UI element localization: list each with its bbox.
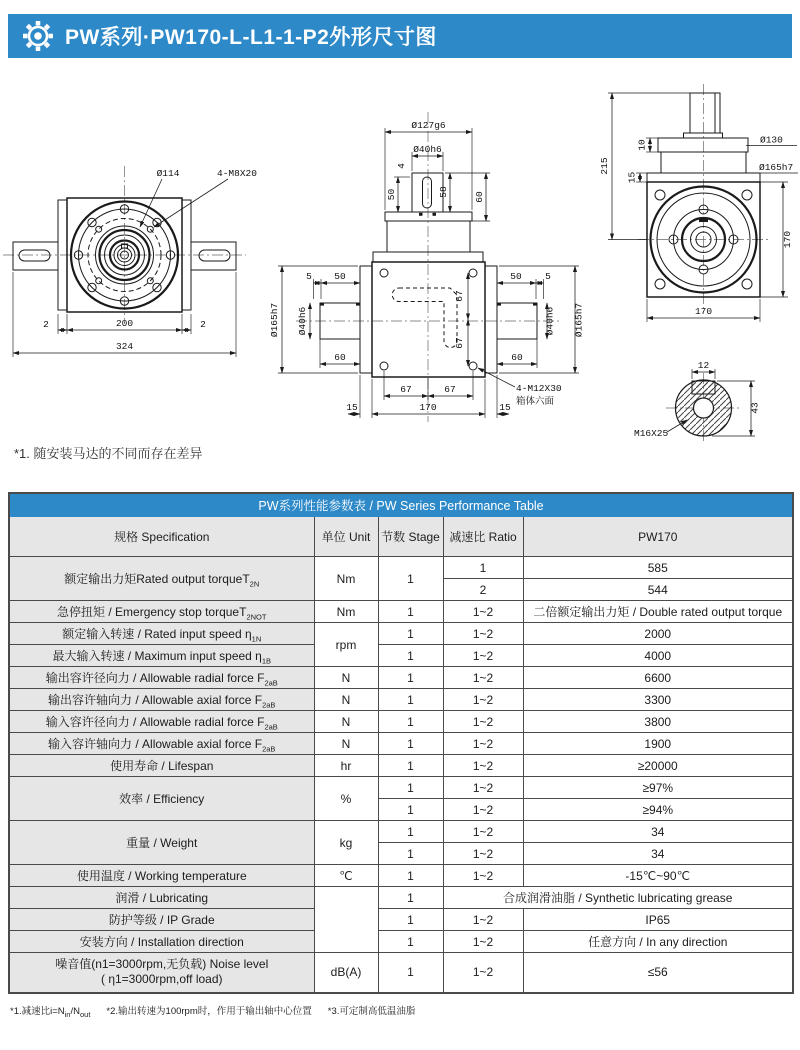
- side-view: [599, 84, 798, 322]
- table-row: [9, 623, 793, 645]
- dim-label: 324: [115, 341, 134, 352]
- gear-icon: [20, 18, 56, 54]
- stage-cell: 1: [378, 865, 443, 887]
- unit-cell: N: [314, 733, 378, 755]
- stage-cell: 1: [378, 689, 443, 711]
- dim-label: Ø165h7: [759, 162, 794, 173]
- dim-label: 67: [400, 384, 412, 395]
- ratio-cell: 1~2: [443, 843, 523, 865]
- col-header-unit: 单位 Unit: [314, 517, 378, 557]
- dim-label: Ø165h7: [573, 302, 585, 338]
- stage-cell: 1: [378, 755, 443, 777]
- dim-label: 215: [599, 157, 610, 175]
- stage-cell: 1: [378, 799, 443, 821]
- dim-label: 170: [419, 402, 437, 413]
- unit-cell: Nm: [314, 601, 378, 623]
- value-cell: 合成润滑油脂 / Synthetic lubricating grease: [443, 887, 793, 909]
- unit-cell: dB(A): [314, 953, 378, 993]
- table-row: [9, 821, 793, 843]
- value-cell: 二倍额定输出力矩 / Double rated output torque: [523, 601, 793, 623]
- dim-label: 15: [346, 402, 358, 413]
- spec-cell: 噪音值(n1=3000rpm,无负载) Noise level ( η1=3000rpm,off load): [9, 953, 314, 993]
- value-cell: 任意方向 / In any direction: [523, 931, 793, 953]
- col-header-stage: 节数 Stage: [378, 517, 443, 557]
- dim-label: 10: [636, 139, 648, 151]
- ratio-cell: 1~2: [443, 667, 523, 689]
- value-cell: ≥20000: [523, 755, 793, 777]
- table-row: [9, 777, 793, 799]
- header-bar: [8, 14, 792, 58]
- ratio-cell: 1~2: [443, 601, 523, 623]
- unit-cell: hr: [314, 755, 378, 777]
- stage-cell: 1: [378, 623, 443, 645]
- table-row: [9, 645, 793, 667]
- value-cell: 34: [523, 821, 793, 843]
- spec-cell: 安装方向 / Installation direction: [9, 931, 314, 953]
- table-row: [9, 887, 793, 909]
- dim-label: 12: [697, 360, 710, 371]
- stage-cell: 1: [378, 821, 443, 843]
- dim-label: 5: [545, 271, 551, 282]
- dim-label: 4-M8X20: [217, 168, 257, 179]
- unit-cell: rpm: [314, 623, 378, 667]
- dim-label: Ø40h6: [544, 306, 556, 336]
- table-row: [9, 601, 793, 623]
- drawing-note: *1. 随安装马达的不同而存在差异: [14, 446, 203, 461]
- front-view: [3, 166, 257, 357]
- stage-cell: 1: [378, 843, 443, 865]
- table-row: [9, 865, 793, 887]
- spec-cell: 防护等级 / IP Grade: [9, 909, 314, 931]
- dim-label: 50: [510, 271, 522, 282]
- stage-cell: 1: [378, 557, 443, 601]
- table-title: PW系列性能参数表 / PW Series Performance Table: [9, 493, 793, 517]
- spec-cell: 效率 / Efficiency: [9, 777, 314, 821]
- page-title: PW系列·PW170-L-L1-1-P2外形尺寸图: [65, 26, 437, 49]
- dim-label: Ø165h7: [269, 302, 280, 338]
- spec-cell: 输入容许轴向力 / Allowable axial force $F_{2aB}$: [9, 733, 314, 755]
- dim-label: 58: [438, 186, 449, 198]
- table-title-row: [9, 493, 793, 517]
- spec-cell: 输出容许轴向力 / Allowable axial force $F_{2aB}$: [9, 689, 314, 711]
- ratio-cell: 1~2: [443, 711, 523, 733]
- ratio-cell: 1~2: [443, 799, 523, 821]
- unit-cell: ℃: [314, 865, 378, 887]
- dim-label: 67: [454, 290, 465, 302]
- spec-cell: 额定输出力矩Rated output torqueT$_{2N}$: [9, 557, 314, 601]
- footnotes: *1.减速比$i=N_{in}/N_{out}$ *2.输出转速为100rpm时，作用于输出轴中心位置 *3.可定制高低温油脂: [10, 1006, 416, 1019]
- value-cell: 2000: [523, 623, 793, 645]
- dim-label: M16X25: [634, 428, 669, 439]
- spec-cell: 输出容许径向力 / Allowable radial force $F_{2aB}$: [9, 667, 314, 689]
- table-row: [9, 909, 793, 931]
- ratio-cell: 1: [443, 557, 523, 579]
- stage-cell: 1: [378, 953, 443, 993]
- stage-cell: 1: [378, 777, 443, 799]
- dim-label: Ø40h6: [297, 306, 308, 336]
- bolt-annotation: 箱体六面: [516, 396, 555, 407]
- spec-cell: 额定输入转速 / Rated input speed $\eta_{1N}$: [9, 623, 314, 645]
- value-cell: 34: [523, 843, 793, 865]
- dim-label: 2: [43, 319, 49, 330]
- table-row: [9, 689, 793, 711]
- table-header-row: [9, 517, 793, 557]
- ratio-cell: 1~2: [443, 953, 523, 993]
- ratio-cell: 1~2: [443, 755, 523, 777]
- dim-label: 60: [511, 352, 523, 363]
- dim-label: 43: [749, 402, 761, 414]
- ratio-cell: 1~2: [443, 733, 523, 755]
- table-row: [9, 931, 793, 953]
- ratio-cell: 1~2: [443, 689, 523, 711]
- value-cell: 3800: [523, 711, 793, 733]
- unit-cell: N: [314, 667, 378, 689]
- ratio-cell: 1~2: [443, 909, 523, 931]
- col-header-ratio: 减速比 Ratio: [443, 517, 523, 557]
- value-cell: ≥97%: [523, 777, 793, 799]
- dim-label: 67: [454, 337, 465, 349]
- bolt-annotation: 4-M12X30: [516, 383, 562, 394]
- shaft-section-view: [634, 360, 761, 444]
- unit-cell: %: [314, 777, 378, 821]
- table-row: [9, 711, 793, 733]
- dim-label: 60: [474, 191, 485, 203]
- spec-cell: 重量 / Weight: [9, 821, 314, 865]
- ratio-cell: 1~2: [443, 821, 523, 843]
- value-cell: 1900: [523, 733, 793, 755]
- dim-label: Ø114: [156, 168, 180, 179]
- dim-label: 5: [306, 271, 312, 282]
- col-header-model: PW170: [523, 517, 793, 557]
- stage-cell: 1: [378, 601, 443, 623]
- spec-cell: 最大输入转速 / Maximum input speed $\eta_{1B}$: [9, 645, 314, 667]
- value-cell: 3300: [523, 689, 793, 711]
- dim-label: 15: [499, 402, 511, 413]
- dim-label: 60: [334, 352, 346, 363]
- value-cell: ≥94%: [523, 799, 793, 821]
- dim-label: 200: [115, 318, 134, 329]
- col-header-spec: 规格 Specification: [9, 517, 314, 557]
- dim-label: 170: [782, 230, 793, 249]
- unit-cell: N: [314, 689, 378, 711]
- ratio-cell: 1~2: [443, 865, 523, 887]
- spec-cell: 使用温度 / Working temperature: [9, 865, 314, 887]
- stage-cell: 1: [378, 931, 443, 953]
- table-row: [9, 733, 793, 755]
- value-cell: ≤56: [523, 953, 793, 993]
- unit-cell: kg: [314, 821, 378, 865]
- performance-table: [8, 492, 794, 994]
- table-row: [9, 953, 793, 993]
- center-view: [269, 112, 585, 422]
- value-cell: 544: [523, 579, 793, 601]
- value-cell: 4000: [523, 645, 793, 667]
- dim-label: 50: [334, 271, 346, 282]
- dim-label: Ø40h6: [413, 144, 442, 155]
- spec-cell: 使用寿命 / Lifespan: [9, 755, 314, 777]
- dim-label: 4: [396, 163, 407, 169]
- stage-cell: 1: [378, 887, 443, 909]
- value-cell: -15℃~90℃: [523, 865, 793, 887]
- dim-label: 170: [694, 306, 713, 317]
- value-cell: IP65: [523, 909, 793, 931]
- value-cell: 6600: [523, 667, 793, 689]
- ratio-cell: 1~2: [443, 645, 523, 667]
- ratio-cell: 2: [443, 579, 523, 601]
- spec-cell: 急停扭矩 / Emergency stop torqueT$_{2NOT}$: [9, 601, 314, 623]
- dim-label: 2: [200, 319, 206, 330]
- stage-cell: 1: [378, 667, 443, 689]
- table-row: [9, 755, 793, 777]
- table-row: [9, 557, 793, 579]
- spec-cell: 输入容许径向力 / Allowable radial force $F_{2aB}$: [9, 711, 314, 733]
- stage-cell: 1: [378, 645, 443, 667]
- dimension-drawings: [0, 70, 800, 460]
- dim-label: Ø127g6: [411, 120, 446, 131]
- ratio-cell: 1~2: [443, 931, 523, 953]
- ratio-cell: 1~2: [443, 623, 523, 645]
- table-row: [9, 667, 793, 689]
- dim-label: 15: [626, 171, 638, 184]
- unit-cell: N: [314, 711, 378, 733]
- stage-cell: 1: [378, 733, 443, 755]
- stage-cell: 1: [378, 711, 443, 733]
- value-cell: 585: [523, 557, 793, 579]
- ratio-cell: 1~2: [443, 777, 523, 799]
- dim-label: 50: [386, 188, 397, 201]
- dim-label: 67: [444, 384, 456, 395]
- spec-cell: 润滑 / Lubricating: [9, 887, 314, 909]
- stage-cell: 1: [378, 909, 443, 931]
- unit-cell-empty: [314, 887, 378, 953]
- unit-cell: Nm: [314, 557, 378, 601]
- dim-label: Ø130: [760, 134, 783, 146]
